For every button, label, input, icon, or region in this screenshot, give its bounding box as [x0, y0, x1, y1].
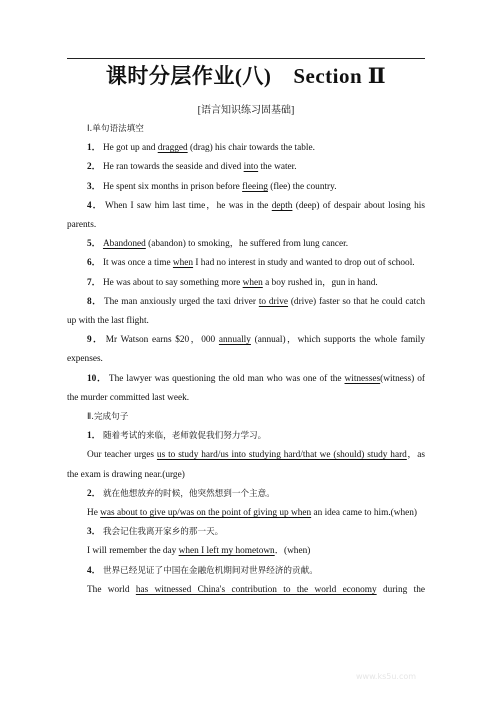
- exercise-item: [67, 178, 425, 197]
- item-number: 3．: [87, 527, 101, 538]
- item-answer: witnesses: [344, 373, 381, 384]
- exercise-item: [67, 274, 425, 293]
- item-text: an idea came to him.(when): [311, 508, 417, 519]
- title-text: 课时分层作业(八): [105, 64, 272, 88]
- item-text: (drag) his chair towards the table.: [187, 143, 315, 154]
- item-text: When I saw him last time，he was in the: [104, 200, 272, 211]
- section-1-heading: Ⅰ.单句语法填空: [87, 124, 144, 134]
- item-text: (witness) of the murder committed last week.: [67, 373, 425, 403]
- item-text: The lawyer was questioning the old man who was one of the: [108, 373, 345, 384]
- item-number: 2．: [87, 488, 101, 499]
- item-number: 3．: [87, 181, 101, 192]
- top-rule: [67, 58, 425, 59]
- exercise-item: [67, 254, 425, 273]
- item-text: (abandon) to smoking，he suffered from lung cancer.: [145, 239, 349, 250]
- page-subtitle: [语言知识练习固基础]: [197, 105, 295, 116]
- exercise-item: [67, 139, 425, 158]
- translation-answer: [67, 542, 425, 561]
- item-answer: when: [172, 258, 194, 269]
- exercise-item: [67, 235, 425, 254]
- chinese-sentence: 我会记住我离开家乡的那一天。: [102, 527, 224, 538]
- item-answer: has witnessed China's contribution to the world economy: [135, 584, 377, 595]
- item-answer: annually: [218, 335, 251, 346]
- item-answer: Abandoned: [102, 239, 146, 250]
- item-number: 1．: [87, 431, 101, 442]
- item-number: 1．: [87, 143, 101, 154]
- translation-prompt: [67, 523, 425, 542]
- translation-prompt: [67, 427, 425, 446]
- item-text: The world: [87, 584, 136, 595]
- item-text: He was about to say something more: [102, 277, 243, 288]
- item-text: He: [87, 508, 101, 519]
- item-answer: was about to give up/was on the point of giving up when: [100, 508, 312, 519]
- exercise-item: [67, 331, 425, 369]
- item-text: The man anxiously urged the taxi driver: [103, 296, 259, 307]
- item-text: (annual)，which supports the whole family expenses.: [67, 335, 426, 365]
- watermark: www.ks5u.com: [356, 672, 417, 681]
- translation-answer: [67, 446, 425, 484]
- item-number: 8．: [87, 296, 102, 307]
- item-text: I will remember the day: [87, 546, 179, 557]
- translation-prompt: [67, 485, 425, 504]
- item-answer: depth: [271, 200, 293, 211]
- item-number: 4．: [87, 565, 101, 576]
- chinese-sentence: 就在他想放弃的时候，他突然想到一个主意。: [102, 488, 275, 499]
- item-text: (flee) the country.: [267, 181, 337, 192]
- item-text: He spent six months in prison before: [102, 181, 243, 192]
- exercise-content: [67, 120, 425, 600]
- translation-prompt: [67, 562, 425, 581]
- item-text: (deep) of despair about losing his parents.: [67, 200, 425, 231]
- item-text: ．(when): [274, 546, 311, 557]
- item-text: a boy rushed in，gun in hand.: [262, 277, 378, 288]
- chinese-sentence: 随着考试的来临，老师敦促我们努力学习。: [102, 431, 267, 442]
- item-answer: to drive: [258, 296, 289, 307]
- item-number: 2．: [87, 162, 101, 173]
- item-number: 10．: [87, 373, 107, 384]
- item-text: I had no interest in study and wanted to drop out of school.: [193, 258, 415, 269]
- item-text: the water.: [258, 162, 297, 173]
- item-text: He ran towards the seaside and dived: [102, 162, 244, 173]
- chinese-sentence: 世界已经见证了中国在金融危机期间对世界经济的贡献。: [102, 565, 318, 576]
- item-text: during the: [376, 584, 425, 595]
- item-number: 6．: [87, 258, 101, 269]
- item-number: 9．: [87, 335, 104, 346]
- exercise-item: [67, 197, 425, 235]
- item-answer: us to study hard/us into studying hard/that we (should) study hard: [156, 450, 407, 461]
- title-section: Section Ⅱ: [293, 64, 387, 88]
- item-answer: into: [243, 162, 259, 173]
- exercise-item: [67, 293, 425, 331]
- item-answer: when I left my hometown: [178, 546, 275, 557]
- item-answer: dragged: [157, 143, 188, 154]
- item-answer: when: [242, 277, 263, 288]
- translation-answer: [67, 581, 425, 600]
- page-title: [67, 60, 425, 90]
- exercise-item: [67, 158, 425, 177]
- item-text: Our teacher urges: [87, 450, 157, 461]
- item-number: 7．: [87, 277, 101, 288]
- section-2-heading: Ⅱ.完成句子: [87, 412, 129, 423]
- item-number: 5．: [87, 239, 101, 250]
- item-text: ，as the exam is drawing near.(urge): [67, 450, 425, 480]
- item-answer: fleeing: [242, 181, 268, 192]
- item-number: 4．: [87, 200, 103, 211]
- exercise-item: [67, 370, 425, 408]
- translation-answer: [67, 504, 425, 523]
- item-text: Mr Watson earns $20，000: [105, 335, 219, 346]
- item-text: (drive) faster so that he could catch up with the last flight.: [67, 296, 425, 327]
- item-text: He got up and: [102, 143, 158, 154]
- item-text: It was once a time: [102, 258, 173, 269]
